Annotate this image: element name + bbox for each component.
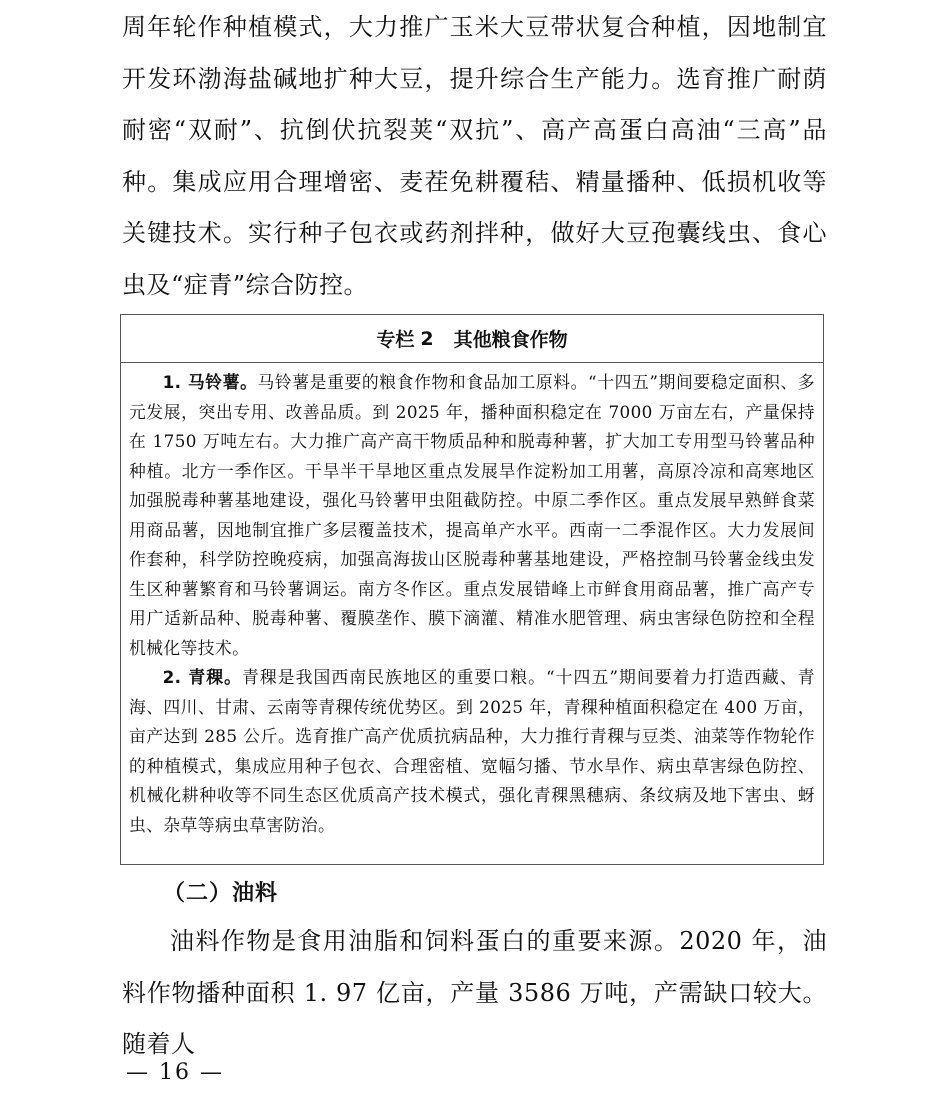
box-item-lead: 1. 马铃薯。 — [162, 372, 258, 392]
box-body — [121, 363, 823, 840]
intro-paragraph: 周年轮作种植模式，大力推广玉米大豆带状复合种植，因地制宜开发环渤海盐碱地扩种大豆，提升综合生产能力。选育推广耐荫耐密“双耐”、抗倒伏抗裂荚“双抗”、高产高蛋白高油“三高”品种。集成应用合理增密、麦茬免耕覆秸、精量播种、低损机收等关键技术。实行种子包衣或药剂拌种，做好大豆孢囊线虫、食心虫及“症青”综合防控。 — [122, 13, 827, 299]
box-item-text: 马铃薯是重要的粮食作物和食品加工原料。“十四五”期间要稳定面积、多元发展，突出专用、改善品质。到 2025 年，播种面积稳定在 7000 万亩左右，产量保持在 1750 万吨左右。大力推广高产高干物质品种和脱毒种薯，扩大加工专用型马铃薯品种种植。北方一季作区。干旱半干旱地区重点发展旱作淀粉加工用薯，高原冷凉和高寒地区加强脱毒种薯基地建设，强化马铃薯甲虫阻截防控。中原二季作区。重点发展早熟鲜食菜用商品薯，因地制宜推广多层覆盖技术，提高单产水平。西南一二季混作区。大力发展间作套种，科学防控晚疫病，加强高海拔山区脱毒种薯基地建设，严格控制马铃薯金线虫发生区种薯繁育和马铃薯调运。南方冬作区。重点发展错峰上市鲜食用商品薯，推广高产专用广适新品种、脱毒种薯、覆膜垄作、膜下滴灌、精准水肥管理、病虫害绿色防控和全程机械化等技术。 — [129, 372, 815, 658]
box-item-text: 青稞是我国西南民族地区的重要口粮。“十四五”期间要着力打造西藏、青海、四川、甘肃、云南等青稞传统优势区。到 2025 年，青稞种植面积稳定在 400 万亩，亩产达到 285 公斤。选育推广高产优质抗病品种，大力推行青稞与豆类、油菜等作物轮作的种植模式，集成应用种子包衣、合理密植、宽幅匀播、节水旱作、病虫草害绿色防控、机械化耕种收等不同生态区优质高产技术模式，强化青稞黑穗病、条纹病及地下害虫、蚜虫、杂草等病虫草害防治。 — [129, 667, 815, 835]
box-item-lead: 2. 青稞。 — [162, 667, 243, 687]
box-item-highland-barley — [129, 663, 815, 840]
section-heading-oil: （二）油料 — [163, 881, 279, 906]
box-item-potato — [129, 368, 815, 663]
sidebar-column-box — [120, 314, 824, 865]
box-title-number: 2 — [420, 327, 434, 350]
oil-paragraph: 油料作物是食用油脂和饲料蛋白的重要来源。2020 年，油料作物播种面积 1. 97 亿亩，产量 3586 万吨，产需缺口较大。随着人 — [122, 927, 827, 1059]
box-title — [121, 315, 823, 363]
box-title-text: 其他粮食作物 — [453, 329, 568, 351]
box-title-prefix: 专栏 — [376, 329, 415, 351]
page-number: — 16 — — [126, 1060, 224, 1085]
